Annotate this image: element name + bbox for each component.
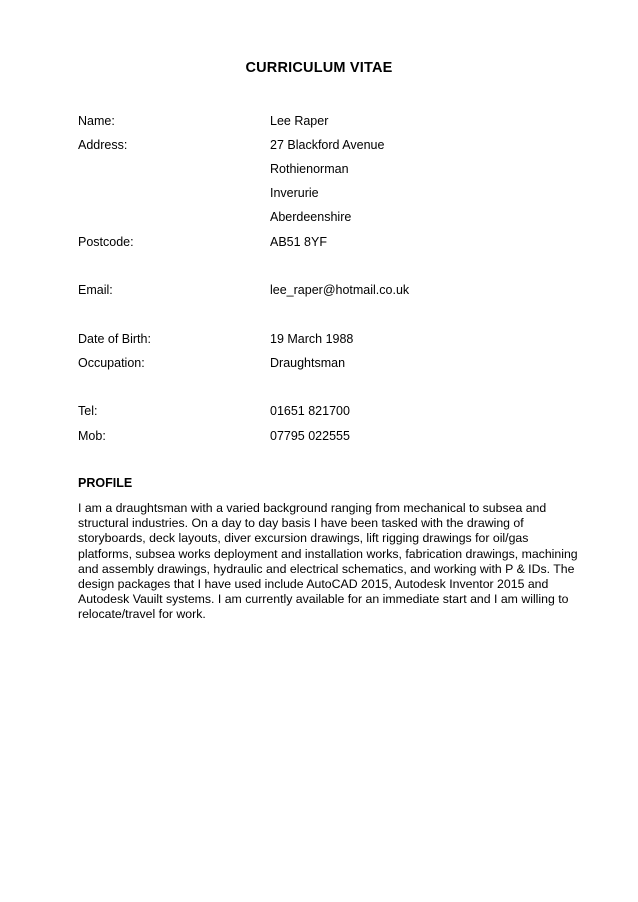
profile-line: and assembly drawings, hydraulic and electrical schematics, and working with P & IDs. The — [78, 561, 575, 576]
occupation-label: Occupation: — [78, 356, 145, 370]
document-title: CURRICULUM VITAE — [245, 60, 393, 76]
tel-value: 01651 821700 — [270, 404, 350, 418]
profile-line: Autodesk Vauilt systems. I am currently available for an immediate start and I am willing to — [78, 592, 569, 607]
profile-line: design packages that I have used include AutoCAD 2015, Autodesk Inventor 2015 and — [78, 577, 549, 592]
tel-label: Tel: — [78, 404, 98, 418]
postcode-label: Postcode: — [78, 235, 134, 249]
address-line-1: 27 Blackford Avenue — [270, 138, 385, 152]
address-line-4: Aberdeenshire — [270, 210, 352, 224]
profile-line: storyboards, deck layouts, diver excursion drawings, lift rigging drawings for oil/gas — [78, 531, 529, 546]
profile-line: platforms, subsea works deployment and installation works, fabrication drawings, machining — [78, 546, 578, 561]
mob-value: 07795 022555 — [270, 429, 350, 443]
name-label: Name: — [78, 114, 115, 128]
postcode-value: AB51 8YF — [270, 235, 327, 249]
name-value: Lee Raper — [270, 114, 329, 128]
profile-line: relocate/travel for work. — [78, 607, 206, 622]
profile-line: structural industries. On a day to day basis I have been tasked with the drawing of — [78, 516, 524, 531]
profile-line: I am a draughtsman with a varied background ranging from mechanical to subsea and — [78, 501, 547, 515]
address-line-3: Inverurie — [270, 186, 319, 200]
address-line-2: Rothienorman — [270, 162, 349, 176]
dob-value: 19 March 1988 — [270, 332, 354, 346]
dob-label: Date of Birth: — [78, 332, 151, 346]
email-value: lee_raper@hotmail.co.uk — [270, 283, 410, 297]
mob-label: Mob: — [78, 429, 106, 443]
occupation-value: Draughtsman — [270, 356, 346, 370]
profile-paragraph — [78, 501, 578, 623]
profile-heading: PROFILE — [78, 476, 133, 490]
email-label: Email: — [78, 283, 113, 297]
address-label: Address: — [78, 138, 128, 152]
